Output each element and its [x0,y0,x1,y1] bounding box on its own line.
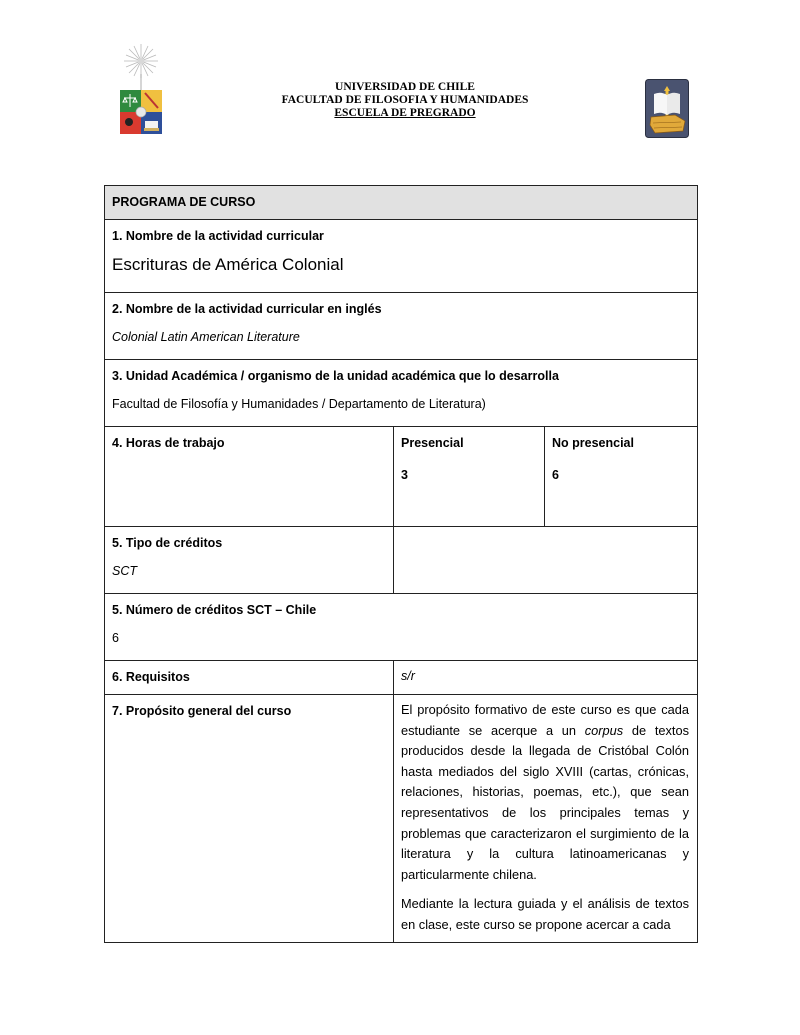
section-4-work-hours [105,427,394,527]
document-header [0,0,800,150]
faculty-name: FACULTAD DE FILOSOFIA Y HUMANIDADES [281,94,529,106]
university-name: UNIVERSIDAD DE CHILE [335,81,475,93]
purpose-text: El propósito formativo de este curso es que cada estudiante se acerque a un [401,702,690,738]
credit-count-value: 6 [112,631,119,645]
section-7-label: 7. Propósito general del curso [112,704,292,718]
section-2-english-name [105,293,698,360]
section-5b-label: 5. Número de créditos SCT – Chile [112,603,317,617]
section-1-label: 1. Nombre de la actividad curricular [112,229,324,243]
no-presencial-value: 6 [552,468,559,482]
section-3-label: 3. Unidad Académica / organismo de la unidad académica que lo desarrolla [112,369,559,383]
purpose-text-cont: de textos producidos desde la llegada de Cristóbal Colón hasta mediados del siglo XVIII (cartas, crónicas, relaciones, historias, poemas, etc.), que sean representativos de los principales temas y problemas que caracterizaron el surgimiento de la literatura y la cultura latinoamericanas y particularmente chilena. [401,722,690,882]
english-name-value: Colonial Latin American Literature [112,330,300,344]
section-4-label: 4. Horas de trabajo [112,436,225,450]
purpose-text-cell [394,695,698,943]
section-5-credit-count [105,594,698,661]
section-3-academic-unit [105,360,698,427]
section-5a-label: 5. Tipo de créditos [112,536,223,550]
section-5-credit-type [105,527,394,594]
faculty-book-emblem-icon [645,79,689,138]
no-presencial-hours-cell [545,427,698,527]
purpose-term-corpus: corpus [584,722,624,738]
program-title-cell [105,186,698,220]
credit-type-empty-cell [394,527,698,594]
section-6-requirements [105,661,394,695]
section-1-course-name [105,220,698,293]
presencial-label: Presencial [401,436,464,450]
academic-unit-value: Facultad de Filosofía y Humanidades / Departamento de Literatura) [112,397,486,411]
no-presencial-label: No presencial [552,436,634,450]
credit-type-value: SCT [112,564,137,578]
school-name: ESCUELA DE PREGRADO [334,107,476,119]
course-program-table [104,185,698,943]
section-6-label: 6. Requisitos [112,670,190,684]
course-name-value: Escrituras de América Colonial [112,255,344,274]
section-7-purpose [105,695,394,943]
presencial-value: 3 [401,468,408,482]
institution-heading [230,81,580,120]
program-title: PROGRAMA DE CURSO [112,195,256,209]
requirements-value-cell [394,661,698,695]
purpose-paragraph-2: Mediante la lectura guiada y el análisis de textos en clase, este curso se propone acercar a cada [401,896,690,932]
requirements-value: s/r [401,669,415,683]
purpose-paragraph-1 [401,700,689,885]
section-2-label: 2. Nombre de la actividad curricular en inglés [112,302,382,316]
presencial-hours-cell [394,427,545,527]
university-coat-of-arms-icon [116,44,166,136]
